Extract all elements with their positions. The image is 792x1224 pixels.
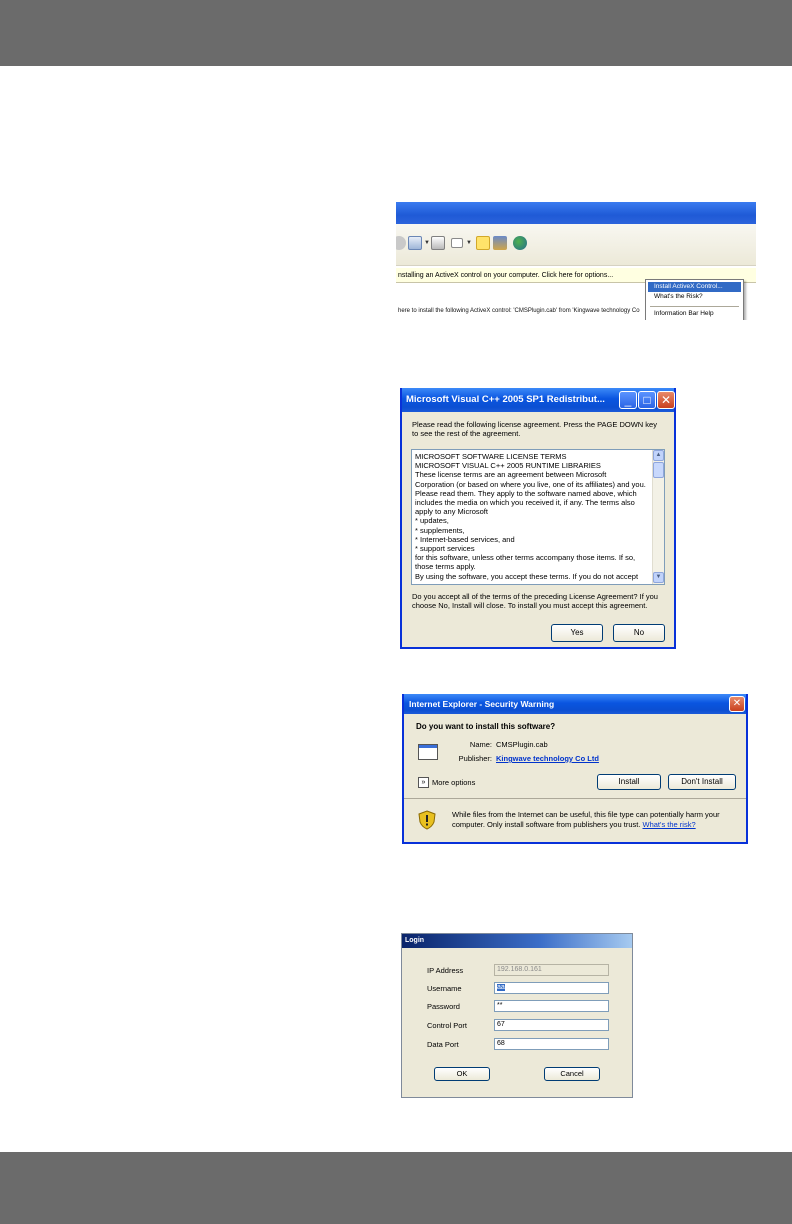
- control-port-label: Control Port: [427, 1021, 468, 1030]
- discuss-icon[interactable]: [476, 236, 490, 250]
- mail-dropdown-icon[interactable]: ▼: [424, 240, 430, 246]
- ip-address-field: 192.168.0.161: [494, 964, 609, 976]
- license-line: * updates,: [415, 516, 449, 526]
- password-field[interactable]: **: [494, 1000, 609, 1012]
- menu-separator: [650, 306, 739, 307]
- username-field[interactable]: [494, 982, 609, 994]
- license-line: * supplements,: [415, 525, 465, 535]
- control-port-field[interactable]: 67: [494, 1019, 609, 1031]
- divider: [404, 798, 746, 799]
- warning-shield-icon: [418, 810, 436, 830]
- name-value: CMSPlugin.cab: [496, 740, 548, 749]
- page-header-band: [0, 0, 792, 66]
- data-port-label: Data Port: [427, 1040, 459, 1049]
- publisher-link[interactable]: Kingwave technology Co Ltd: [496, 754, 599, 763]
- more-options-toggle-icon[interactable]: »: [418, 777, 429, 788]
- license-text-box[interactable]: [411, 449, 665, 585]
- license-line: * Internet-based services, and: [415, 534, 515, 544]
- close-button[interactable]: ✕: [729, 696, 745, 712]
- vc-redist-license-dialog: [400, 388, 676, 649]
- edit-dropdown-icon[interactable]: ▼: [466, 240, 472, 246]
- page-footer-band: [0, 1152, 792, 1224]
- license-line: apply to any Microsoft: [415, 507, 488, 517]
- license-line: MICROSOFT SOFTWARE LICENSE TERMS: [415, 452, 567, 461]
- publisher-label: Publisher:: [458, 754, 492, 763]
- minimize-button[interactable]: _: [619, 391, 637, 409]
- ie-title-strip: [396, 202, 756, 224]
- research-icon[interactable]: [493, 236, 507, 250]
- whats-the-risk-link[interactable]: What's the risk?: [642, 819, 696, 829]
- license-line: for this software, unless other terms accompany those items. If so,: [415, 553, 636, 563]
- security-warning-dialog: [402, 694, 748, 844]
- ip-address-label: IP Address: [427, 966, 464, 975]
- history-icon[interactable]: [396, 236, 406, 250]
- menu-item-whats-the-risk[interactable]: What's the Risk?: [654, 293, 703, 300]
- menu-item-install-activex[interactable]: Install ActiveX Control...: [648, 282, 741, 292]
- scroll-up-icon[interactable]: ▲: [653, 450, 664, 461]
- cancel-button[interactable]: Cancel: [544, 1067, 600, 1081]
- dialog-title: Microsoft Visual C++ 2005 SP1 Redistribut...: [402, 388, 674, 412]
- password-label: Password: [427, 1002, 460, 1011]
- license-prompt: Please read the following license agreement. Press the PAGE DOWN key to see the rest of the agreement.: [412, 420, 657, 438]
- edit-icon[interactable]: [451, 238, 463, 248]
- ie-infobar-screenshot: [396, 202, 756, 320]
- no-button[interactable]: No: [613, 624, 665, 642]
- license-line: MICROSOFT VISUAL C++ 2005 RUNTIME LIBRARIES: [415, 461, 601, 471]
- license-line: By using the software, you accept these terms. If you do not accept: [415, 571, 639, 581]
- data-port-field[interactable]: 68: [494, 1038, 609, 1050]
- license-scrollbar[interactable]: [652, 450, 664, 584]
- license-line: * support services: [415, 544, 475, 554]
- maximize-button[interactable]: □: [638, 391, 656, 409]
- menu-item-infobar-help[interactable]: Information Bar Help: [654, 310, 714, 317]
- username-label: Username: [427, 984, 462, 993]
- close-button[interactable]: ✕: [657, 391, 675, 409]
- info-bar[interactable]: nstalling an ActiveX control on your computer. Click here for options...: [396, 268, 756, 283]
- dialog-title: Internet Explorer - Security Warning: [404, 694, 746, 714]
- print-icon[interactable]: [431, 236, 445, 250]
- install-button[interactable]: Install: [597, 774, 661, 790]
- license-line: includes the media on which you received it, if any. The terms also: [415, 498, 635, 508]
- mail-icon[interactable]: [408, 236, 422, 250]
- more-options-label[interactable]: More options: [432, 778, 476, 787]
- warning-note: [452, 810, 742, 829]
- scroll-down-icon[interactable]: ▼: [653, 572, 664, 583]
- login-dialog: [401, 933, 633, 1098]
- name-label: Name:: [469, 740, 492, 749]
- username-value: aa: [497, 984, 505, 991]
- install-question: Do you want to install this software?: [416, 722, 556, 731]
- license-line: Corporation (or based on where you live, one of its affiliates) and you.: [415, 479, 646, 489]
- license-question: Do you accept all of the terms of the preceding License Agreement? If you choose No, Install will close. To install you must accept this agreement.: [412, 592, 658, 610]
- status-text: here to install the following ActiveX control: 'CMSPlugin.cab' from 'Kingwave technology Co: [398, 308, 640, 314]
- license-line: those terms apply.: [415, 562, 476, 572]
- license-line: These license terms are an agreement between Microsoft: [415, 470, 607, 480]
- license-line: Please read them. They apply to the software named above, which: [415, 488, 637, 498]
- application-icon: [418, 744, 438, 760]
- ie-toolbar: [396, 224, 756, 266]
- ok-button[interactable]: OK: [434, 1067, 490, 1081]
- dont-install-button[interactable]: Don't Install: [668, 774, 736, 790]
- infobar-context-menu: [645, 279, 744, 320]
- yes-button[interactable]: Yes: [551, 624, 603, 642]
- warning-note-text: While files from the Internet can be useful, this file type can potentially harm your computer. Only install software from publishers you trust.: [452, 810, 720, 829]
- scroll-thumb[interactable]: [653, 462, 664, 478]
- messenger-icon[interactable]: [513, 236, 527, 250]
- dialog-title: Login: [402, 934, 632, 948]
